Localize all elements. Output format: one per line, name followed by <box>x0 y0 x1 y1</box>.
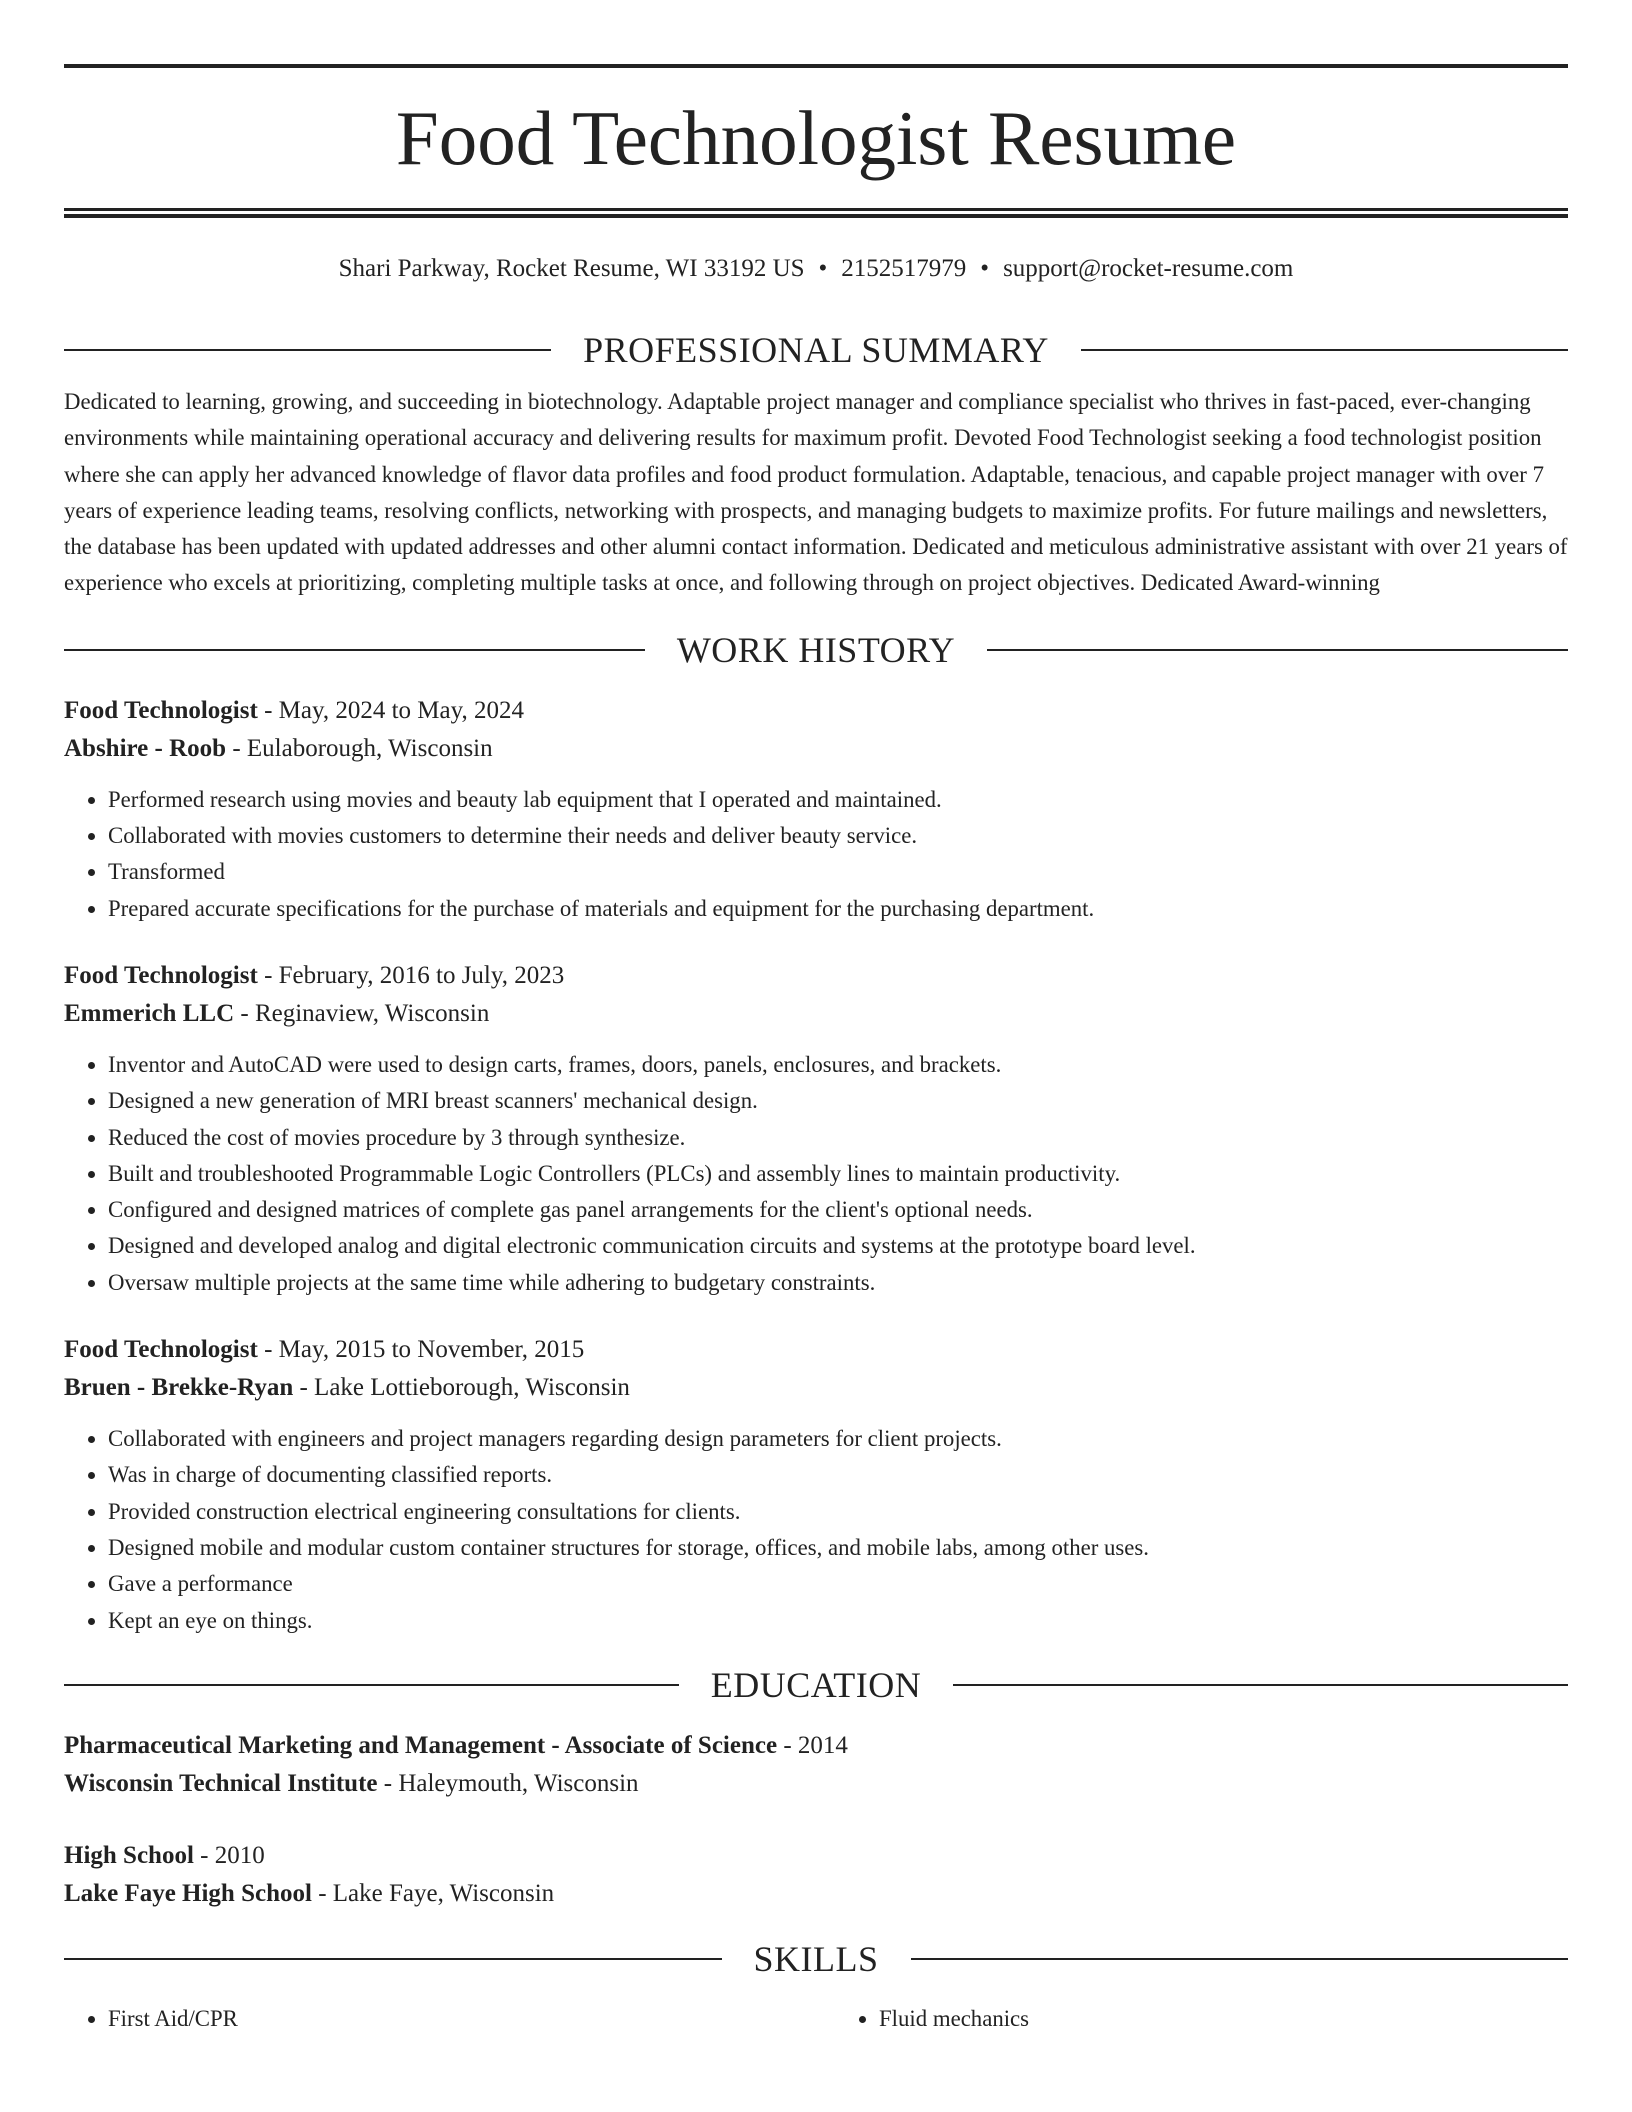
list-item: • Gave a performance <box>108 1566 1568 1602</box>
job-location: - Eulaborough, Wisconsin <box>226 734 493 762</box>
contact-line <box>64 254 1568 284</box>
section-title: PROFESSIONAL SUMMARY <box>583 330 1049 370</box>
job-company-row <box>64 1369 1568 1407</box>
list-item: • Provided construction electrical engineering consultations for clients. <box>108 1494 1568 1530</box>
job-location: - Reginaview, Wisconsin <box>234 999 490 1027</box>
section-rule <box>64 349 551 351</box>
list-item: • Was in charge of documenting classified reports. <box>108 1457 1568 1493</box>
education-degree: Pharmaceutical Marketing and Management - Associate of Science <box>64 1731 778 1759</box>
section-rule <box>911 1958 1569 1960</box>
list-item: • Designed and developed analog and digital electronic communication circuits and systems at the prototype board level. <box>108 1228 1568 1264</box>
section-rule <box>953 1684 1568 1686</box>
list-item: • Collaborated with movies customers to determine their needs and deliver beauty service. <box>108 818 1568 854</box>
education-location: - Haleymouth, Wisconsin <box>377 1769 639 1797</box>
education-entry <box>64 1837 1568 1913</box>
job-company: Bruen - Brekke-Ryan <box>64 1374 294 1402</box>
education-school: Lake Faye High School <box>64 1879 312 1907</box>
education-school-row <box>64 1875 1568 1913</box>
top-rule <box>64 64 1568 68</box>
job-dates: - May, 2024 to May, 2024 <box>257 696 524 724</box>
resume-content <box>64 64 1568 2037</box>
skills-list-right <box>797 2001 1568 2037</box>
section-title: SKILLS <box>753 1938 879 1979</box>
list-item: • Inventor and AutoCAD were used to design carts, frames, doors, panels, enclosures, and brackets. <box>108 1047 1568 1083</box>
list-item: • Designed a new generation of MRI breast scanners' mechanical design. <box>108 1083 1568 1119</box>
job-bullets <box>64 1421 1568 1639</box>
job-bullets <box>64 782 1568 927</box>
job-title: Food Technologist <box>64 696 258 724</box>
section-header-summary <box>64 330 1568 370</box>
job-company-row <box>64 995 1568 1033</box>
education-school-row <box>64 1765 1568 1803</box>
contact-email: support@rocket-resume.com <box>1003 255 1294 282</box>
contact-address: Shari Parkway, Rocket Resume, WI 33192 US <box>338 255 805 282</box>
education-location: - Lake Faye, Wisconsin <box>311 1879 555 1907</box>
education-degree: High School <box>64 1841 194 1869</box>
list-item: • Oversaw multiple projects at the same time while adhering to budgetary constraints. <box>108 1265 1568 1301</box>
list-item: • Designed mobile and modular custom container structures for storage, offices, and mobile labs, among other uses. <box>108 1530 1568 1566</box>
job-title-row <box>64 692 1568 730</box>
list-item: • Reduced the cost of movies procedure by 3 through synthesize. <box>108 1120 1568 1156</box>
section-rule <box>64 1684 679 1686</box>
education-degree-row <box>64 1837 1568 1875</box>
job-dates: - February, 2016 to July, 2023 <box>257 961 565 989</box>
skills-list-left <box>64 2001 797 2037</box>
resume-title: Food Technologist Resume <box>395 95 1237 181</box>
list-item: • Kept an eye on things. <box>108 1603 1568 1639</box>
section-rule <box>1081 349 1568 351</box>
job-company: Emmerich LLC <box>64 999 235 1027</box>
list-item: • Prepared accurate specifications for the purchase of materials and equipment for the purchasing department. <box>108 891 1568 927</box>
section-rule <box>64 1958 722 1960</box>
section-rule <box>64 649 645 651</box>
list-item: • Transformed <box>108 854 1568 890</box>
education-school: Wisconsin Technical Institute <box>64 1769 378 1797</box>
list-item: • Fluid mechanics <box>879 2001 1568 2037</box>
job-entry <box>64 692 1568 927</box>
list-item: • Performed research using movies and beauty lab equipment that I operated and maintained. <box>108 782 1568 818</box>
contact-separator: • <box>818 255 828 282</box>
section-header-skills <box>64 1939 1568 1979</box>
education-entry <box>64 1727 1568 1803</box>
job-bullets <box>64 1047 1568 1301</box>
job-title: Food Technologist <box>64 961 258 989</box>
list-item: • Collaborated with engineers and project managers regarding design parameters for client projects. <box>108 1421 1568 1457</box>
section-title: EDUCATION <box>710 1664 922 1705</box>
list-item: • Built and troubleshooted Programmable Logic Controllers (PLCs) and assembly lines to maintain productivity. <box>108 1156 1568 1192</box>
education-year: - 2014 <box>777 1731 848 1759</box>
contact-separator: • <box>980 255 990 282</box>
job-entry <box>64 1331 1568 1639</box>
education-degree-row <box>64 1727 1568 1765</box>
job-title-row <box>64 957 1568 995</box>
section-header-education <box>64 1665 1568 1705</box>
section-header-work <box>64 630 1568 670</box>
contact-phone: 2152517979 <box>841 255 967 282</box>
title-double-rule <box>64 208 1568 218</box>
list-item: • Configured and designed matrices of complete gas panel arrangements for the client's optional needs. <box>108 1192 1568 1228</box>
job-company-row <box>64 730 1568 768</box>
job-title-row <box>64 1331 1568 1369</box>
education-year: - 2010 <box>193 1841 265 1869</box>
skills-columns <box>64 2001 1568 2037</box>
summary-text: Dedicated to learning, growing, and succeeding in biotechnology. Adaptable project manager and compliance specialist who thrives in fast-paced, ever-changing environments while maintaining operational accuracy and delivering results for maximum profit. Devoted Food Technologist seeking a food technologist position where she can apply her advanced knowledge of flavor data profiles and food product formulation. Adaptable, tenacious, and capable project manager with over 7 years of experience leading teams, resolving conflicts, networking with prospects, and managing budgets to maximize profits. For future mailings and newsletters, the database has been updated with updated addresses and other alumni contact information. Dedicated and meticulous administrative assistant with over 21 years of experience who excels at prioritizing, completing multiple tasks at once, and following through on project objectives. Dedicated Award-winning <box>64 389 1568 596</box>
section-title: WORK HISTORY <box>676 629 956 670</box>
job-dates: - May, 2015 to November, 2015 <box>257 1336 585 1364</box>
job-entry <box>64 957 1568 1301</box>
list-item: • First Aid/CPR <box>108 2001 797 2037</box>
section-rule <box>987 649 1568 651</box>
job-company: Abshire - Roob <box>64 734 227 762</box>
job-location: - Lake Lottieborough, Wisconsin <box>293 1374 630 1402</box>
job-title: Food Technologist <box>64 1336 258 1364</box>
